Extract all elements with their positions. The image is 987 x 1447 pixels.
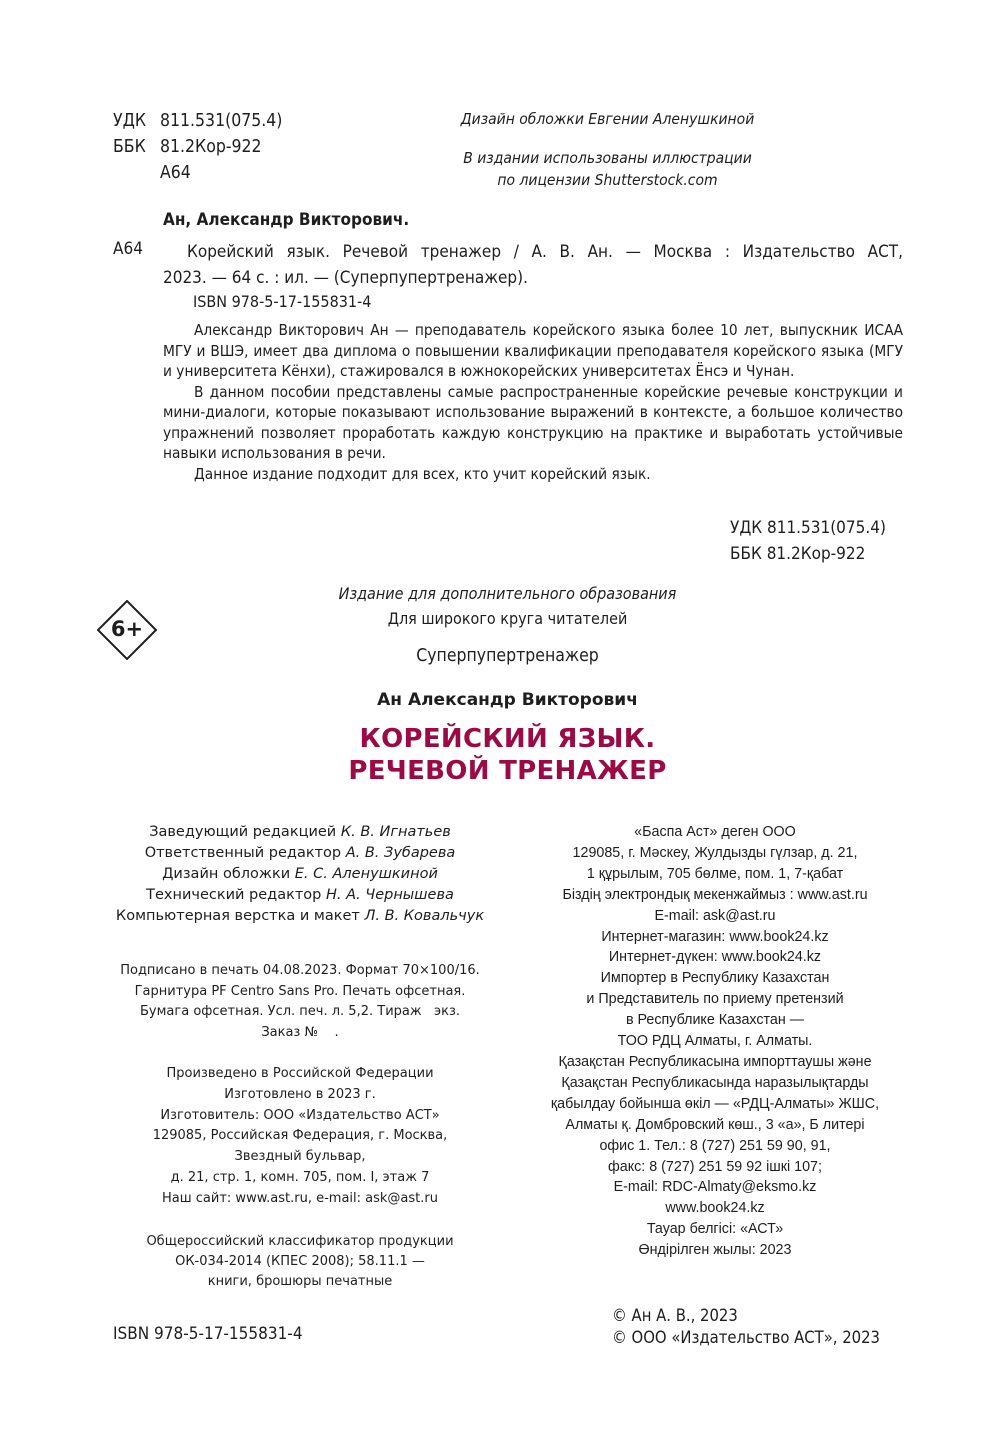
book-title-line-2: РЕЧЕВОЙ ТРЕНАЖЕР bbox=[348, 756, 667, 786]
kz-line: офис 1. Тел.: 8 (727) 251 59 90, 91, bbox=[599, 1137, 831, 1154]
bbk-right: ББК 81.2Кор-922 bbox=[730, 544, 866, 564]
kz-line: 1 құрылым, 705 бөлме, пом. 1, 7-қабат bbox=[586, 865, 844, 882]
classification-right bbox=[730, 515, 886, 567]
udk-value: 811.531(075.4) bbox=[160, 111, 283, 131]
author-mark-label bbox=[113, 160, 160, 186]
manufacturer-line: Звездный бульвар, bbox=[234, 1149, 366, 1165]
book-title bbox=[250, 723, 765, 787]
manufacturer-line: Изготовитель: ООО «Издательство АСТ» bbox=[160, 1107, 440, 1123]
kz-line: факс: 8 (727) 251 59 92 ішкі 107; bbox=[608, 1158, 822, 1175]
copyright-publisher: © ООО «Издательство АСТ», 2023 bbox=[612, 1328, 880, 1347]
print-line: Бумага офсетная. Усл. печ. л. 5,2. Тираж экз. bbox=[140, 1004, 460, 1019]
kz-line: Алматы қ. Домбровский көш., 3 «а», Б литері bbox=[565, 1116, 865, 1133]
okp-line: ОК-034-2014 (КПЕС 2008); 58.11.1 — bbox=[175, 1254, 425, 1269]
author-name: Ан Александр Викторович bbox=[377, 690, 638, 710]
staff-row: Дизайн обложки Е. С. Аленушкиной bbox=[162, 866, 438, 882]
print-line: Заказ № . bbox=[261, 1024, 339, 1040]
kz-line: 129085, г. Мәскеу, Жулдызды гүлзар, д. 21, bbox=[572, 844, 858, 861]
kz-line: Өндірілген жылы: 2023 bbox=[638, 1242, 792, 1259]
bbk-value: 81.2Кор-922 bbox=[160, 137, 262, 157]
udk-row bbox=[113, 108, 282, 134]
kz-line: Интернет-магазин: www.book24.kz bbox=[601, 928, 829, 945]
age-rating-label: 6+ bbox=[110, 617, 144, 641]
manufacturer-info bbox=[100, 1064, 500, 1210]
edition-info bbox=[250, 581, 765, 631]
author-heading: Ан, Александр Викторович. bbox=[163, 210, 410, 230]
editorial-staff bbox=[100, 822, 500, 927]
kz-line: ТОО РДЦ Алматы, г. Алматы. bbox=[617, 1033, 813, 1050]
author-mark-value: А64 bbox=[160, 163, 191, 183]
kz-line: www.book24.kz bbox=[665, 1200, 765, 1217]
illustrations-credit-line1: В издании использованы иллюстрации bbox=[463, 149, 752, 167]
print-line: Гарнитура PF Centro Sans Pro. Печать офсетная. bbox=[134, 983, 466, 999]
manufacturer-line: Изготовлено в 2023 г. bbox=[224, 1086, 376, 1102]
biblio-line-1: Корейский язык. Речевой тренажер / А. В. Ан. — Москва : Издательство АСТ, bbox=[187, 242, 903, 262]
isbn-top: ISBN 978-5-17-155831-4 bbox=[193, 292, 372, 311]
bibliographic-description bbox=[163, 239, 903, 291]
product-classifier bbox=[100, 1232, 500, 1292]
illustrations-credit-line2: по лицензии Shutterstock.com bbox=[497, 171, 718, 189]
cover-credits bbox=[430, 108, 785, 191]
kz-line: E-mail: ask@ast.ru bbox=[654, 907, 776, 924]
manufacturer-line: Наш сайт: www.ast.ru, e-mail: ask@ast.ru bbox=[162, 1190, 438, 1206]
classification-codes bbox=[113, 108, 282, 186]
edition-audience: Для широкого круга читателей bbox=[387, 609, 628, 628]
annotation-paragraph: Данное издание подходит для всех, кто учит корейский язык. bbox=[194, 464, 651, 483]
author-mark-row bbox=[113, 160, 282, 186]
kz-line: Интернет-дүкен: www.book24.kz bbox=[608, 949, 822, 966]
copyright bbox=[612, 1305, 880, 1349]
staff-row: Компьютерная верстка и макет Л. В. Ковальчук bbox=[115, 908, 485, 924]
annotation-paragraph: Александр Викторович Ан — преподаватель корейского языка более 10 лет, выпускник ИСАА МГУ и ВШЭ, имеет два диплома о повышении квалификации преподавателя корейского языка (МГУ и университета Кёнхи), стажировался в южнокорейских университетах Ёнсэ и Чунан. bbox=[163, 321, 903, 380]
kz-line: Қазақстан Республикасында наразылықтарды bbox=[561, 1074, 869, 1091]
kz-line: қабылдау бойынша өкіл — «РДЦ-Алматы» ЖШС, bbox=[550, 1095, 880, 1112]
okp-line: книги, брошюры печатные bbox=[207, 1274, 393, 1289]
udk-right: УДК 811.531(075.4) bbox=[730, 518, 886, 538]
udk-label: УДК bbox=[113, 111, 147, 131]
staff-row: Технический редактор Н. А. Чернышева bbox=[146, 887, 454, 903]
series-name: Суперпупертренажер bbox=[416, 646, 599, 666]
biblio-line-2: 2023. — 64 с. : ил. — (Суперпупертренажер). bbox=[163, 268, 528, 288]
cover-design-credit: Дизайн обложки Евгении Аленушкиной bbox=[460, 110, 755, 128]
kz-line: Импортер в Республику Казахстан bbox=[600, 970, 830, 987]
manufacturer-line: Произведено в Российской Федерации bbox=[166, 1066, 434, 1081]
staff-row: Заведующий редакцией К. В. Игнатьев bbox=[149, 824, 451, 840]
kz-line: Қазақстан Республикасына импорттаушы және bbox=[558, 1053, 872, 1070]
okp-line: Общероссийский классификатор продукции bbox=[146, 1234, 454, 1249]
annotation bbox=[163, 320, 903, 484]
author-mark: А64 bbox=[113, 239, 143, 259]
annotation-paragraph: В данном пособии представлены самые распространенные корейские речевые конструкции и мини-диалоги, которые показывают использование выражений в контексте, а большое количество упражнений позволяет проработать каждую конструкцию на практике и выработать устойчивые навыки использования в речи. bbox=[163, 382, 903, 462]
kazakhstan-info bbox=[515, 822, 915, 1261]
staff-row: Ответственный редактор А. В. Зубарева bbox=[144, 845, 456, 861]
kz-line: и Представитель по приему претензий bbox=[586, 991, 844, 1008]
manufacturer-line: 129085, Российская Федерация, г. Москва, bbox=[152, 1128, 448, 1144]
bbk-row bbox=[113, 134, 282, 160]
bbk-label: ББК bbox=[113, 137, 146, 157]
copyright-author: © Ан А. В., 2023 bbox=[612, 1306, 738, 1325]
kz-line: в Республике Казахстан — bbox=[625, 1012, 805, 1029]
edition-purpose: Издание для дополнительного образования bbox=[338, 584, 677, 603]
kz-line: E-mail: RDC-Almaty@eksmo.kz bbox=[613, 1179, 817, 1196]
age-rating-badge bbox=[97, 600, 157, 660]
manufacturer-line: д. 21, стр. 1, комн. 705, пом. I, этаж 7 bbox=[170, 1169, 430, 1185]
kz-line: Тауар белгісі: «АСТ» bbox=[646, 1221, 784, 1238]
kz-line: «Баспа Аст» деген ООО bbox=[634, 824, 796, 840]
isbn-bottom: ISBN 978-5-17-155831-4 bbox=[113, 1324, 303, 1344]
book-title-line-1: КОРЕЙСКИЙ ЯЗЫК. bbox=[359, 724, 656, 754]
kz-line: Біздің электрондық мекенжаймыз : www.ast.ru bbox=[562, 886, 868, 903]
print-line: Подписано в печать 04.08.2023. Формат 70×100/16. bbox=[120, 963, 480, 978]
print-info bbox=[100, 961, 500, 1043]
